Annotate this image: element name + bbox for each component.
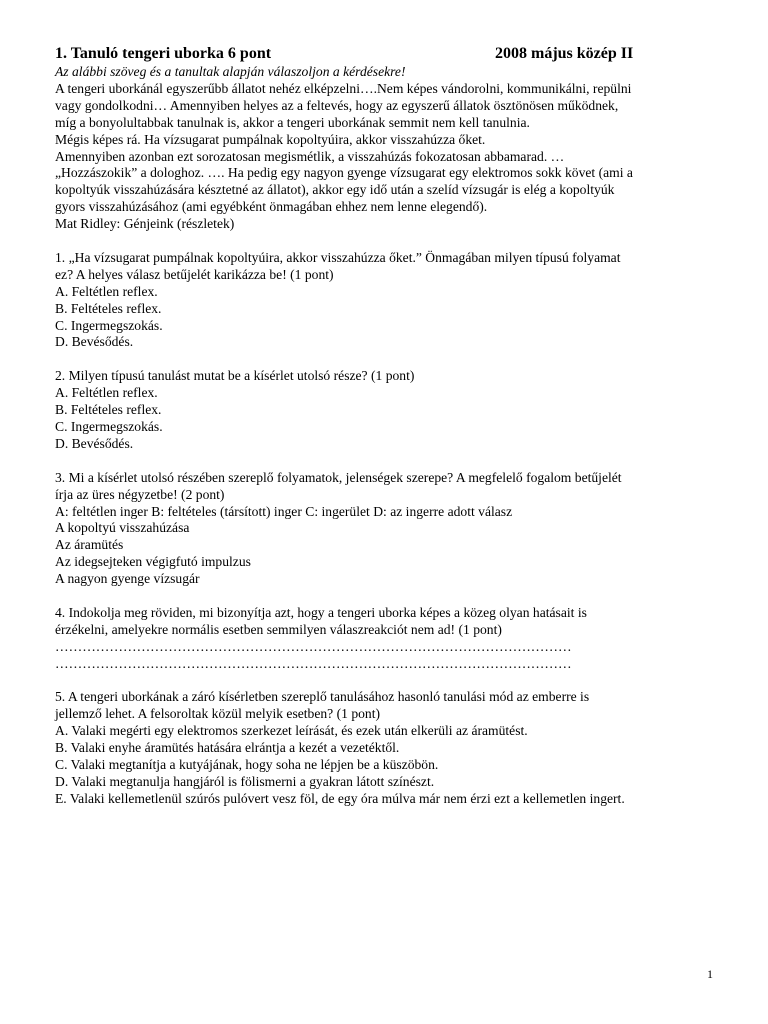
document-page [55, 44, 720, 808]
passage-line: vagy gondolkodni… Amennyiben helyes az a feltevés, hogy az egyszerű állatok ösztönösen működnek, [55, 97, 619, 113]
answer-option[interactable]: A. Valaki megérti egy elektromos szerkezet leírását, és ezek után elkerüli az áramütést. [55, 723, 528, 739]
answer-option[interactable]: C. Ingermegszokás. [55, 317, 163, 333]
match-item[interactable]: A kopoltyú visszahúzása [55, 520, 190, 536]
question-3 [55, 470, 720, 588]
answer-option[interactable]: B. Feltételes reflex. [55, 300, 162, 316]
question-text: érzékelni, amelyekre normális esetben semmilyen válaszreakciót nem ad! (1 pont) [55, 621, 502, 637]
passage-line: Mégis képes rá. Ha vízsugarat pumpálnak kopoltyúira, akkor visszahúzza őket. [55, 131, 486, 147]
answer-option[interactable]: A. Feltétlen reflex. [55, 385, 158, 401]
question-text: 5. A tengeri uborkának a záró kísérletben szereplő tanulásához hasonló tanulási mód az emberre is [55, 689, 590, 705]
match-item[interactable]: Az áramütés [55, 537, 124, 553]
title-row [55, 44, 720, 64]
question-text: 4. Indokolja meg röviden, mi bizonyítja azt, hogy a tengeri uborka képes a közeg olyan hatásait is [55, 604, 587, 620]
question-text: 3. Mi a kísérlet utolsó részében szereplő folyamatok, jelenségek szerepe? A megfelelő fogalom betűjelét [55, 469, 622, 485]
answer-option[interactable]: C. Valaki megtanítja a kutyájának, hogy soha ne lépjen be a küszöbön. [55, 757, 439, 773]
match-item[interactable]: Az idegsejteken végigfutó impulzus [55, 554, 251, 570]
exam-label: 2008 május közép II [495, 45, 634, 62]
answer-option[interactable]: B. Valaki enyhe áramütés hatására elrántja a kezét a vezetéktől. [55, 740, 400, 756]
question-4 [55, 605, 720, 673]
answer-line[interactable]: …………………………………………………………………………………………………… [55, 638, 572, 654]
passage-line: A tengeri uborkánál egyszerűbb állatot nehéz elképzelni….Nem képes vándorolni, kommunikálni, repülni [55, 80, 632, 96]
legend-text: A: feltétlen inger B: feltételes (társított) inger C: ingerület D: az ingerre adott válasz [55, 503, 513, 519]
page-number: 1 [707, 967, 713, 981]
answer-option[interactable]: D. Bevésődés. [55, 334, 134, 350]
passage-line: gyors visszahúzásához (ami egyébként önmagában ehhez nem lenne elegendő). [55, 199, 488, 215]
question-text: 1. „Ha vízsugarat pumpálnak kopoltyúira, akkor visszahúzza őket.” Önmagában milyen típusú folyamat [55, 249, 621, 265]
passage-line: „Hozzászokik” a dologhoz. …. Ha pedig egy nagyon gyenge vízsugarat egy elektromos sokk követ (ami a [55, 165, 633, 181]
question-1 [55, 250, 720, 351]
question-text: ez? A helyes válasz betűjelét karikázza be! (1 pont) [55, 266, 334, 282]
passage [55, 81, 720, 233]
answer-line[interactable]: …………………………………………………………………………………………………… [55, 655, 572, 671]
answer-option[interactable]: E. Valaki kellemetlenül szúrós pulóvert vesz föl, de egy óra múlva már nem érzi ezt a kellemetlen ingert. [55, 790, 625, 806]
match-item[interactable]: A nagyon gyenge vízsugár [55, 571, 200, 587]
answer-option[interactable]: C. Ingermegszokás. [55, 419, 163, 434]
passage-source: Mat Ridley: Génjeink (részletek) [55, 216, 235, 232]
passage-line: míg a bonyolultabbak tanulnak is, akkor a tengeri uborkának semmit nem kell tanulnia. [55, 114, 530, 130]
answer-option[interactable]: B. Feltételes reflex. [55, 402, 162, 418]
answer-option[interactable]: A. Feltétlen reflex. [55, 283, 158, 299]
passage-line: Amennyiben azonban ezt sorozatosan megismétlik, a visszahúzás fokozatosan abbamarad. … [55, 148, 565, 164]
question-text: 2. Milyen típusú tanulást mutat be a kísérlet utolsó része? (1 pont) [55, 368, 415, 384]
question-text: jellemző lehet. A felsoroltak közül melyik esetben? (1 pont) [55, 706, 381, 722]
question-2 [55, 368, 720, 453]
question-text: írja az üres négyzetbe! (2 pont) [55, 486, 225, 502]
question-5 [55, 689, 720, 807]
answer-option[interactable]: D. Valaki megtanulja hangjáról is fölismerni a gyakran látott színészt. [55, 773, 435, 789]
task-title: 1. Tanuló tengeri uborka 6 pont [55, 45, 272, 62]
instruction-text: Az alábbi szöveg és a tanultak alapján válaszoljon a kérdésekre! [55, 64, 406, 79]
passage-line: kopoltyúk visszahúzására késztetné az állatot), akkor egy idő után a szelíd vízsugár is elég a kopoltyúk [55, 182, 615, 198]
answer-option[interactable]: D. Bevésődés. [55, 435, 134, 451]
